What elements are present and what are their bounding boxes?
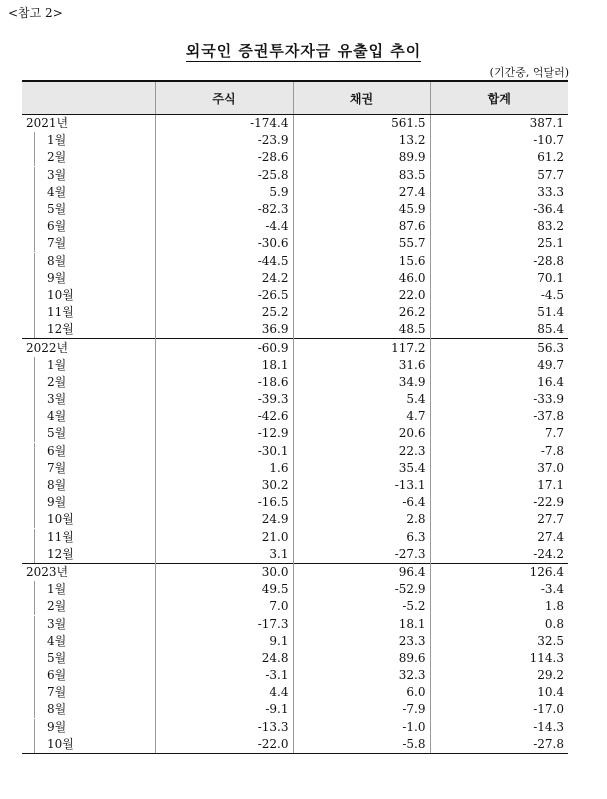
month-total: 0.8 <box>430 615 568 632</box>
month-label: 6월 <box>34 667 66 684</box>
month-label: 1월 <box>34 132 66 149</box>
month-bonds: 6.3 <box>293 529 430 546</box>
month-stocks: -22.0 <box>155 736 293 754</box>
month-bonds: 5.4 <box>293 391 430 408</box>
header-total: 합계 <box>430 81 568 115</box>
month-label-cell <box>22 270 155 287</box>
month-label-cell <box>22 391 155 408</box>
month-label-cell <box>22 719 155 736</box>
month-total: 27.4 <box>430 529 568 546</box>
month-label-cell <box>22 633 155 650</box>
month-total: 10.4 <box>430 684 568 701</box>
reference-label: <참고 2> <box>8 6 63 20</box>
month-stocks: 24.8 <box>155 650 293 667</box>
month-bonds: 6.0 <box>293 684 430 701</box>
month-bonds: -52.9 <box>293 581 430 598</box>
header-blank <box>22 81 155 115</box>
month-row <box>22 581 568 598</box>
month-stocks: 21.0 <box>155 529 293 546</box>
month-total: 29.2 <box>430 667 568 684</box>
month-stocks: -39.3 <box>155 391 293 408</box>
month-label-cell <box>22 701 155 718</box>
month-label: 10월 <box>34 736 74 753</box>
month-label-cell <box>22 598 155 615</box>
month-bonds: 45.9 <box>293 201 430 218</box>
month-row <box>22 650 568 667</box>
month-bonds: -5.2 <box>293 598 430 615</box>
month-label: 8월 <box>34 701 66 718</box>
month-label-cell <box>22 494 155 511</box>
month-stocks: -30.1 <box>155 443 293 460</box>
month-total: 70.1 <box>430 270 568 287</box>
month-bonds: 20.6 <box>293 425 430 442</box>
month-total: 85.4 <box>430 321 568 339</box>
month-row <box>22 270 568 287</box>
month-total: 17.1 <box>430 477 568 494</box>
month-label-cell <box>22 615 155 632</box>
month-row <box>22 149 568 166</box>
month-row <box>22 201 568 218</box>
month-bonds: 87.6 <box>293 218 430 235</box>
month-label-cell <box>22 287 155 304</box>
month-bonds: 2.8 <box>293 511 430 528</box>
month-total: -33.9 <box>430 391 568 408</box>
month-row <box>22 460 568 477</box>
month-stocks: -42.6 <box>155 408 293 425</box>
month-label: 5월 <box>34 201 66 218</box>
month-label: 7월 <box>34 460 66 477</box>
month-bonds: -1.0 <box>293 719 430 736</box>
month-stocks: -82.3 <box>155 201 293 218</box>
header-stocks: 주식 <box>155 81 293 115</box>
month-label: 2월 <box>34 149 66 166</box>
month-total: -22.9 <box>430 494 568 511</box>
month-label-cell <box>22 650 155 667</box>
month-bonds: 89.6 <box>293 650 430 667</box>
month-label-cell <box>22 581 155 598</box>
month-stocks: -28.6 <box>155 149 293 166</box>
year-stocks: -60.9 <box>155 339 293 357</box>
month-total: -3.4 <box>430 581 568 598</box>
month-stocks: 24.2 <box>155 270 293 287</box>
month-label: 6월 <box>34 218 66 235</box>
month-bonds: -6.4 <box>293 494 430 511</box>
month-total: -24.2 <box>430 546 568 564</box>
month-row <box>22 701 568 718</box>
month-label-cell <box>22 304 155 321</box>
month-row <box>22 304 568 321</box>
month-bonds: 35.4 <box>293 460 430 477</box>
month-row <box>22 477 568 494</box>
month-row <box>22 321 568 339</box>
month-bonds: 34.9 <box>293 374 430 391</box>
month-row <box>22 667 568 684</box>
month-label: 4월 <box>34 633 66 650</box>
month-label-cell <box>22 357 155 374</box>
month-total: -10.7 <box>430 132 568 149</box>
month-total: -28.8 <box>430 253 568 270</box>
month-bonds: 89.9 <box>293 149 430 166</box>
month-label-cell <box>22 167 155 184</box>
month-bonds: 4.7 <box>293 408 430 425</box>
month-total: -7.8 <box>430 443 568 460</box>
month-total: 7.7 <box>430 425 568 442</box>
month-bonds: 46.0 <box>293 270 430 287</box>
month-label-cell <box>22 218 155 235</box>
month-label: 9월 <box>34 270 66 287</box>
year-bonds: 96.4 <box>293 563 430 581</box>
month-total: 114.3 <box>430 650 568 667</box>
month-label-cell <box>22 149 155 166</box>
month-row <box>22 615 568 632</box>
month-row <box>22 546 568 564</box>
year-label: 2021년 <box>22 115 155 133</box>
month-label: 3월 <box>34 167 66 184</box>
year-stocks: -174.4 <box>155 115 293 133</box>
year-label: 2023년 <box>22 563 155 581</box>
month-label-cell <box>22 184 155 201</box>
month-bonds: 26.2 <box>293 304 430 321</box>
month-row <box>22 357 568 374</box>
year-bonds: 561.5 <box>293 115 430 133</box>
month-bonds: 31.6 <box>293 357 430 374</box>
month-total: 25.1 <box>430 235 568 252</box>
month-label-cell <box>22 684 155 701</box>
month-stocks: -16.5 <box>155 494 293 511</box>
unit-note: (기간중, 억달러) <box>489 66 569 79</box>
month-label-cell <box>22 408 155 425</box>
month-label: 7월 <box>34 684 66 701</box>
month-row <box>22 287 568 304</box>
month-stocks: 3.1 <box>155 546 293 564</box>
month-bonds: 15.6 <box>293 253 430 270</box>
month-label: 5월 <box>34 650 66 667</box>
month-label-cell <box>22 425 155 442</box>
table-header-row <box>22 81 568 115</box>
month-row <box>22 511 568 528</box>
month-total: 37.0 <box>430 460 568 477</box>
table-body <box>22 115 568 754</box>
month-label-cell <box>22 667 155 684</box>
month-label: 3월 <box>34 391 66 408</box>
month-label: 3월 <box>34 616 66 633</box>
month-label: 12월 <box>34 321 74 338</box>
month-bonds: 13.2 <box>293 132 430 149</box>
month-label: 9월 <box>34 719 66 736</box>
month-label-cell <box>22 201 155 218</box>
month-label-cell <box>22 460 155 477</box>
month-label: 10월 <box>34 511 74 528</box>
month-stocks: 36.9 <box>155 321 293 339</box>
month-label: 8월 <box>34 253 66 270</box>
month-label: 2월 <box>34 374 66 391</box>
month-bonds: 22.3 <box>293 443 430 460</box>
month-total: 16.4 <box>430 374 568 391</box>
month-label-cell <box>22 321 155 339</box>
year-stocks: 30.0 <box>155 563 293 581</box>
foreign-investment-table <box>22 80 568 754</box>
month-stocks: -3.1 <box>155 667 293 684</box>
month-bonds: 32.3 <box>293 667 430 684</box>
month-stocks: -23.9 <box>155 132 293 149</box>
month-row <box>22 167 568 184</box>
month-label: 10월 <box>34 287 74 304</box>
month-stocks: -12.9 <box>155 425 293 442</box>
month-total: 32.5 <box>430 633 568 650</box>
month-total: 83.2 <box>430 218 568 235</box>
month-stocks: -17.3 <box>155 615 293 632</box>
month-label: 4월 <box>34 408 66 425</box>
month-label-cell <box>22 235 155 252</box>
month-bonds: 48.5 <box>293 321 430 339</box>
month-total: -4.5 <box>430 287 568 304</box>
month-stocks: -13.3 <box>155 719 293 736</box>
month-stocks: -26.5 <box>155 287 293 304</box>
month-label: 6월 <box>34 443 66 460</box>
month-total: 49.7 <box>430 357 568 374</box>
month-row <box>22 391 568 408</box>
month-label: 11월 <box>34 304 74 321</box>
month-bonds: -27.3 <box>293 546 430 564</box>
year-total: 126.4 <box>430 563 568 581</box>
month-stocks: -44.5 <box>155 253 293 270</box>
header-bonds: 채권 <box>293 81 430 115</box>
month-bonds: -13.1 <box>293 477 430 494</box>
month-label: 5월 <box>34 425 66 442</box>
month-row <box>22 736 568 754</box>
month-label-cell <box>22 546 155 564</box>
month-row <box>22 529 568 546</box>
month-stocks: 30.2 <box>155 477 293 494</box>
month-total: -27.8 <box>430 736 568 754</box>
month-bonds: 55.7 <box>293 235 430 252</box>
month-stocks: -30.6 <box>155 235 293 252</box>
year-total: 56.3 <box>430 339 568 357</box>
month-row <box>22 633 568 650</box>
month-total: 61.2 <box>430 149 568 166</box>
month-stocks: 1.6 <box>155 460 293 477</box>
month-label-cell <box>22 511 155 528</box>
month-bonds: 18.1 <box>293 615 430 632</box>
month-stocks: -4.4 <box>155 218 293 235</box>
month-label: 1월 <box>34 581 66 598</box>
month-label-cell <box>22 132 155 149</box>
month-total: -14.3 <box>430 719 568 736</box>
month-row <box>22 184 568 201</box>
month-label-cell <box>22 374 155 391</box>
month-label: 7월 <box>34 235 66 252</box>
month-row <box>22 719 568 736</box>
month-row <box>22 408 568 425</box>
month-stocks: -25.8 <box>155 167 293 184</box>
month-label: 8월 <box>34 477 66 494</box>
month-bonds: 83.5 <box>293 167 430 184</box>
month-label: 2월 <box>34 598 66 615</box>
month-stocks: 7.0 <box>155 598 293 615</box>
month-label-cell <box>22 529 155 546</box>
month-total: -36.4 <box>430 201 568 218</box>
month-stocks: 49.5 <box>155 581 293 598</box>
month-stocks: 18.1 <box>155 357 293 374</box>
month-label-cell <box>22 253 155 270</box>
year-row <box>22 339 568 357</box>
month-stocks: 25.2 <box>155 304 293 321</box>
month-row <box>22 425 568 442</box>
month-bonds: -5.8 <box>293 736 430 754</box>
year-label: 2022년 <box>22 339 155 357</box>
month-bonds: 27.4 <box>293 184 430 201</box>
month-total: 33.3 <box>430 184 568 201</box>
month-row <box>22 443 568 460</box>
month-row <box>22 494 568 511</box>
document-title: 외국인 증권투자자금 유출입 추이 <box>185 42 422 60</box>
month-label: 11월 <box>34 529 74 546</box>
month-row <box>22 132 568 149</box>
year-row <box>22 115 568 133</box>
year-row <box>22 563 568 581</box>
year-bonds: 117.2 <box>293 339 430 357</box>
month-bonds: -7.9 <box>293 701 430 718</box>
month-label: 4월 <box>34 184 66 201</box>
month-total: -17.0 <box>430 701 568 718</box>
month-row <box>22 598 568 615</box>
month-label-cell <box>22 443 155 460</box>
month-label-cell <box>22 736 155 754</box>
month-bonds: 22.0 <box>293 287 430 304</box>
month-row <box>22 684 568 701</box>
month-total: 57.7 <box>430 167 568 184</box>
month-total: 27.7 <box>430 511 568 528</box>
month-label: 9월 <box>34 494 66 511</box>
month-stocks: 9.1 <box>155 633 293 650</box>
month-stocks: 4.4 <box>155 684 293 701</box>
month-stocks: 24.9 <box>155 511 293 528</box>
month-label: 1월 <box>34 357 66 374</box>
month-row <box>22 374 568 391</box>
month-row <box>22 253 568 270</box>
month-label: 12월 <box>34 546 74 563</box>
month-total: -37.8 <box>430 408 568 425</box>
month-bonds: 23.3 <box>293 633 430 650</box>
month-total: 1.8 <box>430 598 568 615</box>
month-label-cell <box>22 477 155 494</box>
month-total: 51.4 <box>430 304 568 321</box>
month-stocks: -18.6 <box>155 374 293 391</box>
month-row <box>22 235 568 252</box>
month-stocks: 5.9 <box>155 184 293 201</box>
month-row <box>22 218 568 235</box>
month-stocks: -9.1 <box>155 701 293 718</box>
year-total: 387.1 <box>430 115 568 133</box>
